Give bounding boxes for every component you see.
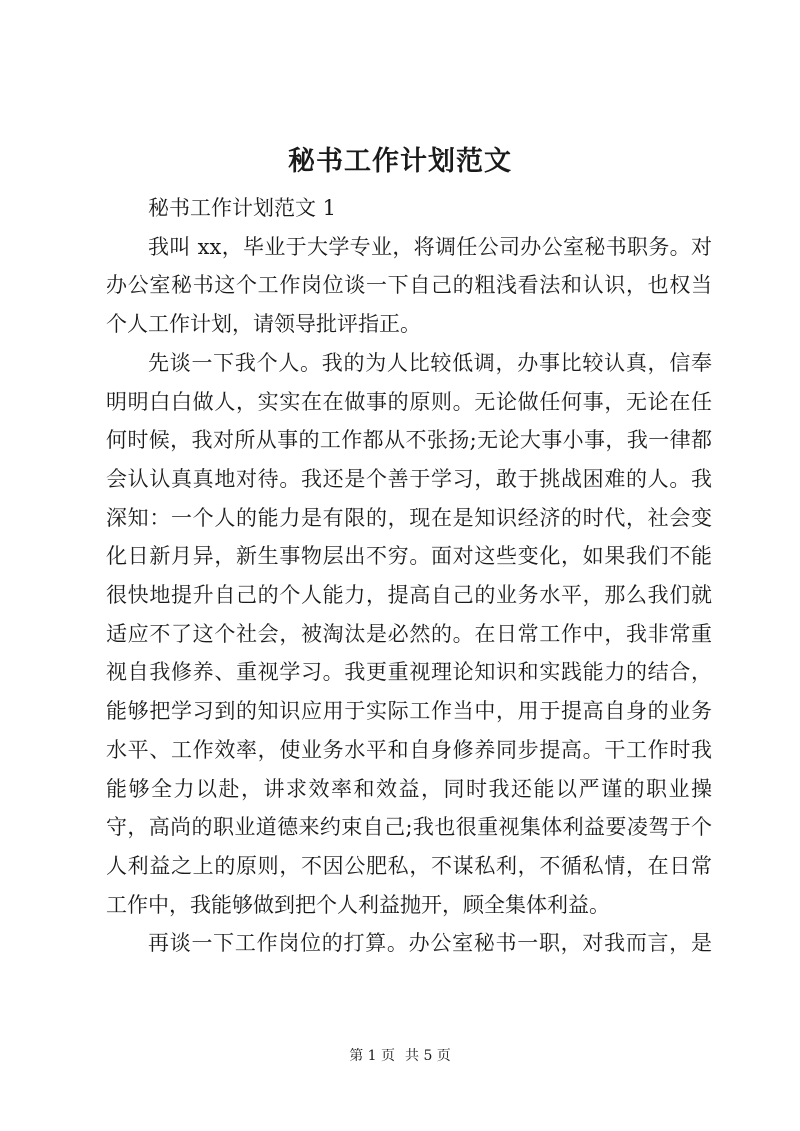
paragraph-intro: 我叫 xx，毕业于大学专业，将调任公司办公室秘书职务。对办公室秘书这个工作岗位谈一下自己的粗浅看法和认识，也权当个人工作计划，请领导批评指正。 <box>106 234 712 337</box>
page-number: 第 1 页 <box>349 1048 395 1064</box>
paragraph-personal: 先谈一下我个人。我的为人比较低调，办事比较认真，信奉明明白白做人，实实在在做事的原则。无论做任何事，无论在任何时候，我对所从事的工作都从不张扬;无论大事小事，我一律都会认认真真地对待。我还是个善于学习，敢于挑战困难的人。我深知：一个人的能力是有限的，现在是知识经济的时代，社会变化日新月异，新生事物层出不穷。面对这些变化，如果我们不能很快地提升自己的个人能力，提高自己的业务水平，那么我们就适应不了这个社会，被淘汰是必然的。在日常工作中，我非常重视自我修养、重视学习。我更重视理论知识和实践能力的结合，能够把学习到的知识应用于实际工作当中，用于提高自身的业务水平、工作效率，使业务水平和自身修养同步提高。干工作时我能够全力以赴，讲求效率和效益，同时我还能以严谨的职业操守，高尚的职业道德来约束自己;我也很重视集体利益要凌驾于个人利益之上的原则，不因公肥私，不谋私利，不循私情，在日常工作中，我能够做到把个人利益抛开，顾全集体利益。 <box>106 350 712 917</box>
document-body <box>106 189 712 963</box>
page-footer <box>0 1046 800 1066</box>
document-title: 秘书工作计划范文 <box>288 146 512 177</box>
page-total: 共 5 页 <box>405 1048 451 1064</box>
section-heading: 秘书工作计划范文 1 <box>148 196 337 220</box>
paragraph-position: 再谈一下工作岗位的打算。办公室秘书一职，对我而言，是 <box>148 931 712 956</box>
